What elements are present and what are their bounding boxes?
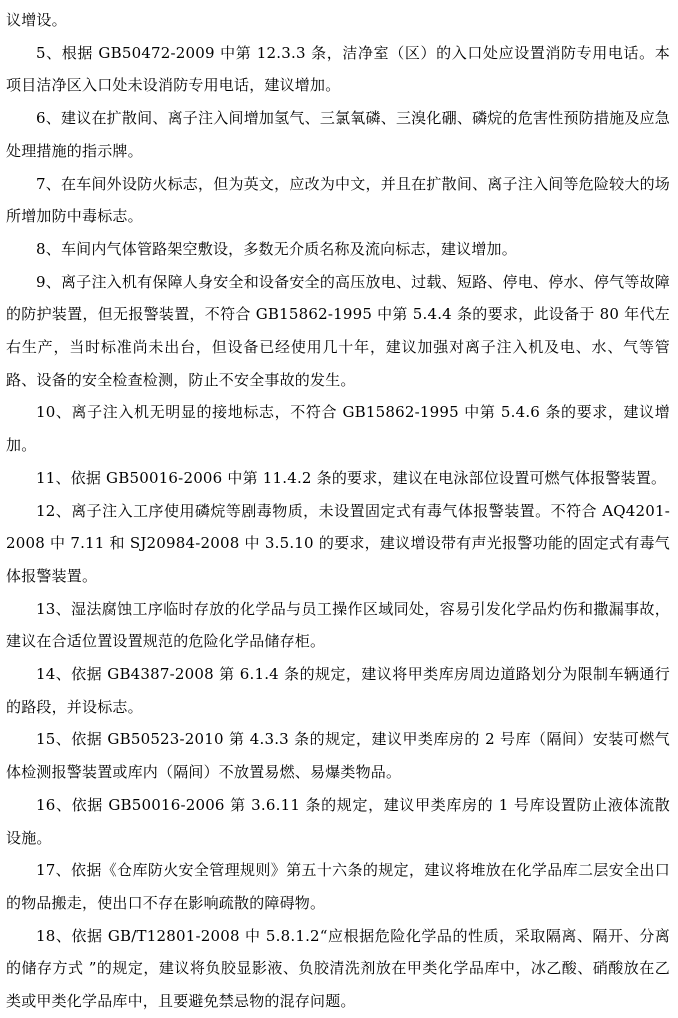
paragraph-item-13: 13、湿法腐蚀工序临时存放的化学品与员工操作区域同处，容易引发化学品灼伤和撒漏事故，建议在合适位置设置规范的危险化学品储存柜。 — [6, 599, 670, 651]
paragraph-item-6: 6、建议在扩散间、离子注入间增加氢气、三氯氧磷、三溴化硼、磷烷的危害性预防措施及应急处理措施的指示牌。 — [6, 109, 670, 160]
paragraph-item-16: 16、依据 GB50016-2006 第 3.6.11 条的规定，建议甲类库房的 1 号库设置防止液体流散设施。 — [6, 795, 670, 847]
paragraph-item-18: 18、依据 GB/T12801-2008 中 5.8.1.2“应根据危险化学品的性质，采取隔离、隔开、分离的储存方式 ”的规定，建议将负胶显影液、负胶清洗剂放在甲类化学品库中，冰乙酸、硝酸放在乙类或甲类化学品库中，且要避免禁忌物的混存问题。 — [6, 926, 670, 1011]
paragraph-item-8: 8、车间内气体管路架空敷设，多数无介质名称及流向标志，建议增加。 — [36, 239, 517, 258]
paragraph-item-17: 17、依据《仓库防火安全管理规则》第五十六条的规定，建议将堆放在化学品库二层安全出口的物品搬走，使出口不存在影响疏散的障碍物。 — [6, 861, 670, 912]
paragraph-item-15: 15、依据 GB50523-2010 第 4.3.3 条的规定，建议甲类库房的 2 号库（隔间）安装可燃气体检测报警装置或库内（隔间）不放置易燃、易爆类物品。 — [6, 730, 670, 782]
paragraph-item-5: 5、根据 GB50472-2009 中第 12.3.3 条，洁净室（区）的入口处应设置消防专用电话。本项目洁净区入口处未设消防专用电话，建议增加。 — [6, 43, 670, 95]
paragraph-item-11: 11、依据 GB50016-2006 中第 11.4.2 条的要求，建议在电泳部位设置可燃气体报警装置。 — [36, 468, 667, 487]
paragraph-item-9: 9、离子注入机有保障人身安全和设备安全的高压放电、过载、短路、停电、停水、停气等故障的防护装置，但无报警装置，不符合 GB15862-1995 中第 5.4.4 条的要求，此设备于 80 年代左右生产，当时标准尚未出台，但设备已经使用几十年，建议加强对离子注入机及电、水、气等管路、设备的安全检查检测，防止不安全事故的发生。 — [6, 272, 670, 389]
paragraph-continuation: 议增设。 — [6, 11, 67, 29]
paragraph-item-7: 7、在车间外设防火标志，但为英文，应改为中文，并且在扩散间、离子注入间等危险较大的场所增加防中毒标志。 — [6, 174, 670, 226]
paragraph-item-10: 10、离子注入机无明显的接地标志，不符合 GB15862-1995 中第 5.4.6 条的要求，建议增加。 — [6, 403, 670, 455]
paragraph-item-14: 14、依据 GB4387-2008 第 6.1.4 条的规定，建议将甲类库房周边道路划分为限制车辆通行的路段，并设标志。 — [6, 665, 670, 716]
paragraph-item-12: 12、离子注入工序使用磷烷等剧毒物质，未设置固定式有毒气体报警装置。不符合 AQ4201-2008 中 7.11 和 SJ20984-2008 中 3.5.10 的要求，建议增设带有声光报警功能的固定式有毒气体报警装置。 — [6, 501, 670, 585]
